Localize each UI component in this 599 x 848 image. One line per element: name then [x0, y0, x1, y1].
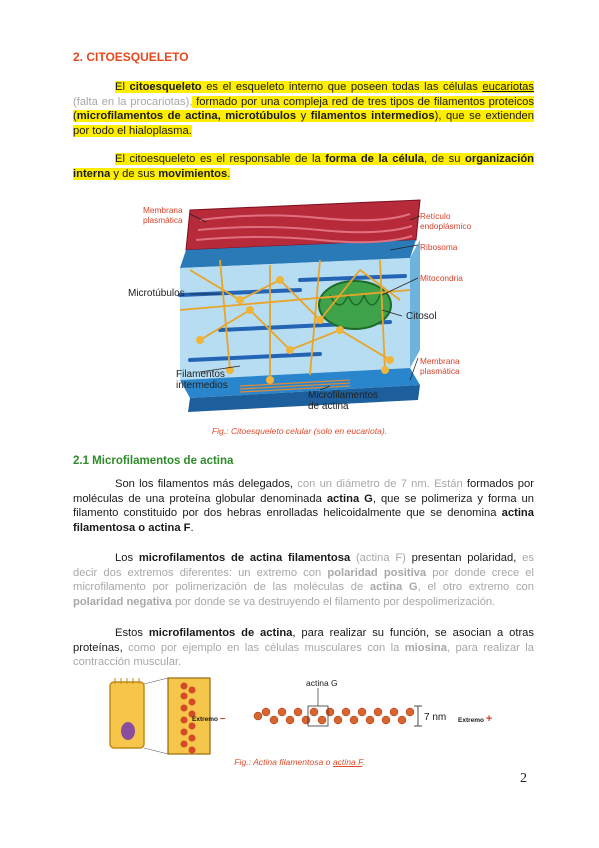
- p1-separator: ,: [217, 110, 226, 123]
- extremo-minus-label: [192, 712, 225, 728]
- p1-term-eucariotas: eucariotas: [482, 81, 534, 93]
- p5-term-microfilamentos: microfilamentos de actina: [148, 627, 293, 639]
- p2-text: , de su: [424, 153, 465, 165]
- extremo-plus-label: [458, 712, 492, 729]
- p2-term-forma: forma de la célula: [325, 153, 425, 165]
- p3-term-actina-g: actina G: [326, 492, 373, 505]
- figure2-caption: [0, 755, 599, 770]
- p3-text: formados por moléculas de una proteína globular denominada: [73, 478, 534, 505]
- label-microfilamentos: Microfilamentos de actina: [308, 390, 379, 412]
- p1-text: formado por una compleja red de tres tipos de filamentos proteicos (: [73, 95, 534, 123]
- p4-term-negativa: polaridad negativa: [73, 595, 172, 608]
- p5-text: , para realizar su función, se asocian a otras proteínas,: [73, 627, 534, 654]
- label-citosol: Citosol: [406, 311, 437, 322]
- figure2-caption-text: .: [362, 757, 365, 767]
- p4-note: por donde crece el microfilamento por polimerización de las moléculas de: [73, 566, 535, 594]
- p3-note: con un diámetro de 7 nm. Están: [293, 478, 463, 490]
- minus-sign: –: [219, 713, 226, 724]
- page-number: 2: [520, 771, 527, 786]
- label-membrana-top: Membrana plasmática: [143, 205, 183, 225]
- paragraph-citoesqueleto-definition: [73, 80, 534, 138]
- paragraph-microfilamentos-structure: [73, 477, 534, 535]
- p1-term-citoesqueleto: citoesqueleto: [129, 81, 202, 93]
- label-mitocondria: Mitocondria: [420, 273, 463, 283]
- paragraph-asociacion: [73, 626, 534, 670]
- p1-note: (falta en la procariotas),: [73, 95, 193, 108]
- plus-sign: +: [485, 713, 493, 725]
- p1-text: es el esqueleto interno que poseen todas las células: [201, 81, 483, 93]
- p1-term-filamentos: filamentos intermedios: [310, 110, 435, 123]
- p2-term-organizacion: organización interna: [73, 153, 534, 180]
- p3-term-actina-f: actina filamentosa o actina F: [73, 507, 534, 534]
- p5-note: , para realizar la contracción muscular.: [73, 641, 534, 669]
- subsection-heading: 2.1 Microfilamentos de actina: [73, 455, 234, 467]
- label-ribosoma: Ribosoma: [420, 242, 458, 252]
- figure2-caption-link: actina F: [332, 757, 363, 767]
- p5-term-miosina: miosina: [404, 641, 447, 654]
- p5-note: como por ejemplo en las células musculares con la: [122, 641, 405, 654]
- p1-text: ), que se extienden por todo el hialoplasma.: [73, 110, 535, 137]
- p2-term-movimientos: movimientos: [158, 167, 228, 180]
- paragraph-citoesqueleto-function: [73, 152, 534, 181]
- figure2-caption-text: Fig.: Actina filamentosa o: [234, 757, 333, 767]
- p4-term-microfilamentos: microfilamentos de actina filamentosa: [138, 552, 351, 564]
- nm-label: 7 nm: [424, 712, 447, 723]
- p4-note: es decir dos extremos diferentes: un extremo con: [73, 552, 534, 579]
- p1-term-microfilamentos: microfilamentos de actina: [76, 110, 218, 123]
- p2-text: .: [227, 167, 231, 180]
- p4-note: (actina F): [350, 552, 406, 564]
- p4-note: , el otro extremo con: [417, 581, 534, 594]
- p1-text: El: [115, 81, 130, 93]
- p4-text: Los: [115, 552, 139, 564]
- p2-text: El citoesqueleto es el responsable de la: [115, 153, 326, 165]
- extremo-plus-text: Extremo: [458, 717, 485, 724]
- p3-text: .: [190, 521, 194, 534]
- p4-note: por donde se va destruyendo el filamento por despolimerización.: [171, 595, 496, 608]
- extremo-minus-text: Extremo: [192, 716, 219, 723]
- p3-text: Son los filamentos más delegados,: [115, 478, 294, 490]
- p4-text: presentan polaridad,: [405, 552, 517, 564]
- p4-term-positiva: polaridad positiva: [327, 566, 427, 579]
- figure1-caption: Fig.: Citoesqueleto celular (solo en eucariota).: [211, 426, 388, 436]
- label-reticulo: Retículo endoplásmico: [420, 211, 472, 231]
- actina-g-label: actina G: [306, 678, 338, 688]
- label-microtubulos: Microtúbulos: [128, 288, 185, 299]
- p5-text: Estos: [115, 627, 149, 639]
- p4-term-actina-g: actina G: [369, 581, 418, 594]
- p1-text: y: [296, 110, 311, 123]
- p3-text: , que se polimeriza y forma un filamento constituido por dos hebras enrolladas helicoidalmente que se denomina: [73, 492, 534, 520]
- label-filamentos-intermedios: Filamentos intermedios: [176, 369, 228, 391]
- section-heading: 2. CITOESQUELETO: [73, 50, 189, 64]
- p1-term-microtubulos: microtúbulos: [225, 110, 297, 123]
- label-membrana-bottom: Membrana plasmática: [420, 356, 460, 376]
- p2-text: y de sus: [110, 167, 159, 180]
- paragraph-polaridad: [73, 551, 534, 609]
